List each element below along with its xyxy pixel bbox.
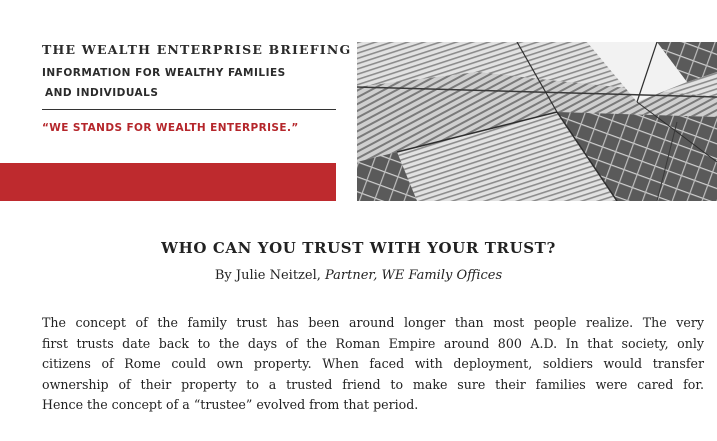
- paragraph-line: citizens of Rome could own property. When faced with deployment, soldiers would transfer: [42, 356, 704, 371]
- tagline: “WE STANDS FOR WEALTH ENTERPRISE.”: [42, 122, 299, 134]
- paragraph-line: ownership of their property to a trusted friend to make sure their families were cared for.: [42, 376, 704, 392]
- briefing-subtitle-line1: INFORMATION FOR WEALTHY FAMILIES: [42, 67, 286, 79]
- header-divider: [42, 109, 336, 110]
- red-accent-band: [0, 163, 336, 201]
- architecture-photo: [357, 42, 717, 201]
- byline: [0, 268, 717, 283]
- byline-author: By Julie Neitzel,: [214, 268, 326, 283]
- briefing-title: THE WEALTH ENTERPRISE BRIEFING: [42, 42, 352, 57]
- article-paragraph-1: [42, 313, 704, 416]
- paragraph-line: first trusts date back to the days of the Roman Empire around 800 A.D. In that society, only: [42, 335, 704, 351]
- article-title: WHO CAN YOU TRUST WITH YOUR TRUST?: [161, 239, 556, 257]
- briefing-subtitle-line2: AND INDIVIDUALS: [45, 87, 159, 99]
- byline-role: Partner, WE Family Offices: [325, 268, 503, 283]
- paragraph-line: Hence the concept of a “trustee” evolved from that period.: [42, 397, 419, 412]
- paragraph-line: The concept of the family trust has been around longer than most people realize. The very: [42, 315, 704, 330]
